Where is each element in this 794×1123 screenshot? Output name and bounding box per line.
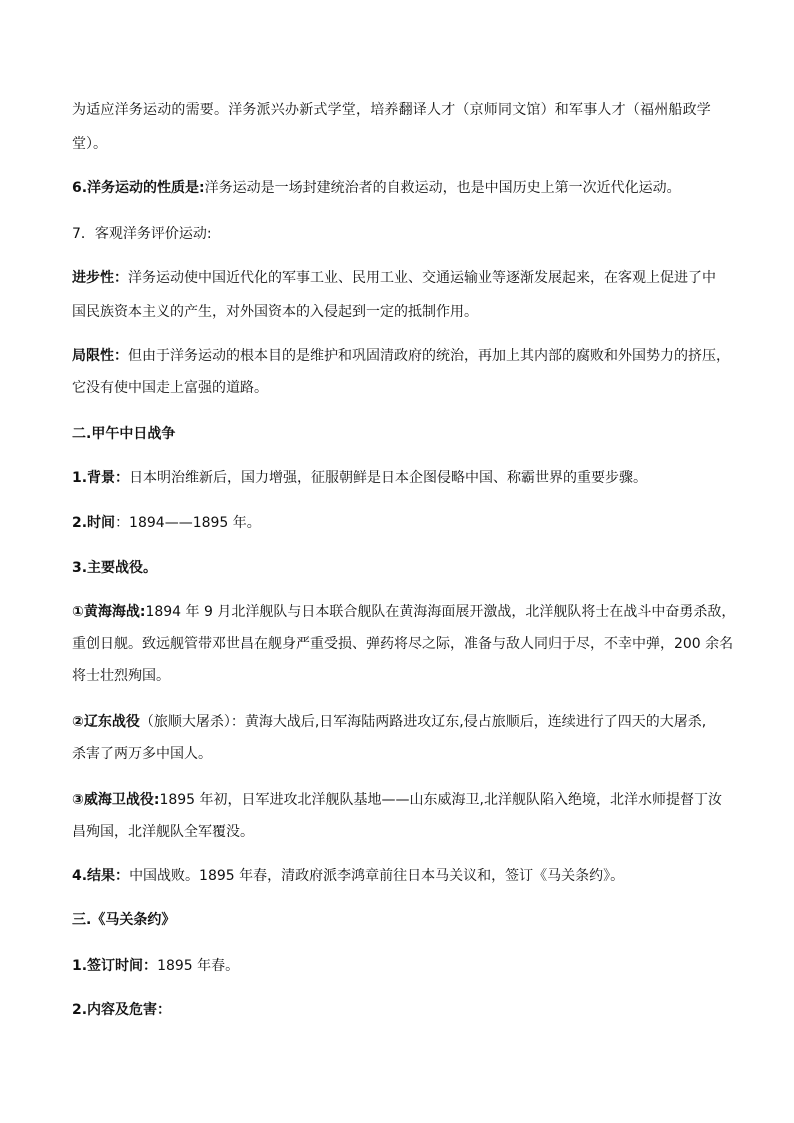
paragraph-text: 1895 年初，日军进攻北洋舰队基地——山东威海卫,北洋舰队陷入绝境，北洋水师提督丁汝 — [159, 792, 722, 808]
paragraph-label: ①黄海海战: — [72, 604, 146, 620]
paragraph-text: 国民族资本主义的产生，对外国资本的入侵起到一定的抵制作用。 — [72, 304, 478, 320]
paragraph-text: 1895 年春。 — [157, 958, 240, 974]
paragraph-line — [72, 346, 732, 366]
paragraph-text: （旅顺大屠杀）：黄海大战后,日军海陆两路进攻辽东,侵占旅顺后，连续进行了四天的大屠杀, — [139, 714, 707, 730]
paragraph-text: 但由于洋务运动的根本目的是维护和巩固清政府的统治，再加上其内部的腐败和外国势力的挤压， — [128, 348, 730, 364]
paragraph-line — [72, 134, 732, 154]
paragraph-text: 洋务运动使中国近代化的军事工业、民用工业、交通运输业等逐渐发展起来，在客观上促进了中 — [128, 270, 716, 286]
paragraph-line — [72, 712, 732, 732]
paragraph-text: 7．客观洋务评价运动: — [72, 226, 212, 242]
paragraph-text: 1894 年 9 月北洋舰队与日本联合舰队在黄海海面展开激战，北洋舰队将士在战斗中奋勇杀敌， — [145, 604, 736, 620]
subsection-heading — [72, 558, 732, 578]
subsection-heading — [72, 1000, 732, 1020]
paragraph-line — [72, 224, 732, 244]
paragraph-label: 进步性： — [72, 270, 128, 286]
paragraph-text: 日本明治维新后，国力增强，征服朝鲜是日本企图侵略中国、称霸世界的重要步骤。 — [129, 470, 648, 486]
paragraph-label: ②辽东战役 — [72, 714, 140, 730]
paragraph-line — [72, 602, 736, 622]
paragraph-text: 中国战败。1895 年春，清政府派李鸿章前往日本马关议和，签订《马关条约》。 — [129, 868, 625, 884]
paragraph-text: ：1894——1895 年。 — [115, 515, 261, 531]
paragraph-line — [72, 744, 732, 764]
paragraph-label: 2.时间 — [72, 515, 116, 531]
section-heading-text: 三.《马关条约》 — [72, 912, 176, 928]
section-heading — [72, 910, 732, 930]
paragraph-text: 堂）。 — [72, 136, 107, 152]
paragraph-line — [72, 100, 732, 120]
paragraph-line — [72, 634, 732, 654]
paragraph-line — [72, 178, 732, 198]
paragraph-line — [72, 268, 732, 288]
paragraph-line — [72, 468, 732, 488]
paragraph-label: ③威海卫战役: — [72, 792, 160, 808]
paragraph-line — [72, 822, 732, 842]
paragraph-line — [72, 513, 732, 533]
paragraph-line — [72, 378, 732, 398]
paragraph-text: 洋务运动是一场封建统治者的自救运动，也是中国历史上第一次近代化运动。 — [204, 180, 681, 196]
paragraph-label: 1.签订时间： — [72, 958, 158, 974]
paragraph-text: 重创日舰。致远舰管带邓世昌在舰身严重受损、弹药将尽之际，准备与敌人同归于尽，不幸中弹，200 余名 — [72, 636, 734, 652]
paragraph-line — [72, 866, 732, 886]
paragraph-label: 1.背景： — [72, 470, 130, 486]
paragraph-line — [72, 790, 732, 810]
section-heading — [72, 424, 732, 444]
paragraph-label: 局限性： — [72, 348, 128, 364]
paragraph-line — [72, 302, 732, 322]
paragraph-text: 将士壮烈殉国。 — [72, 668, 170, 684]
paragraph-label: 6.洋务运动的性质是: — [72, 180, 205, 196]
paragraph-label: 4.结果： — [72, 868, 130, 884]
subsection-heading-text: 3.主要战役。 — [72, 560, 158, 576]
paragraph-line — [72, 956, 732, 976]
section-heading-text: 二.甲午中日战争 — [72, 426, 176, 442]
paragraph-line — [72, 666, 732, 686]
paragraph-text: 杀害了两万多中国人。 — [72, 746, 212, 762]
subsection-heading-text: 2.内容及危害： — [72, 1002, 172, 1018]
paragraph-text: 它没有使中国走上富强的道路。 — [72, 380, 268, 396]
paragraph-text: 昌殉国，北洋舰队全军覆没。 — [72, 824, 254, 840]
paragraph-text: 为适应洋务运动的需要。洋务派兴办新式学堂，培养翻译人才（京师同文馆）和军事人才（福州船政学 — [72, 102, 711, 118]
